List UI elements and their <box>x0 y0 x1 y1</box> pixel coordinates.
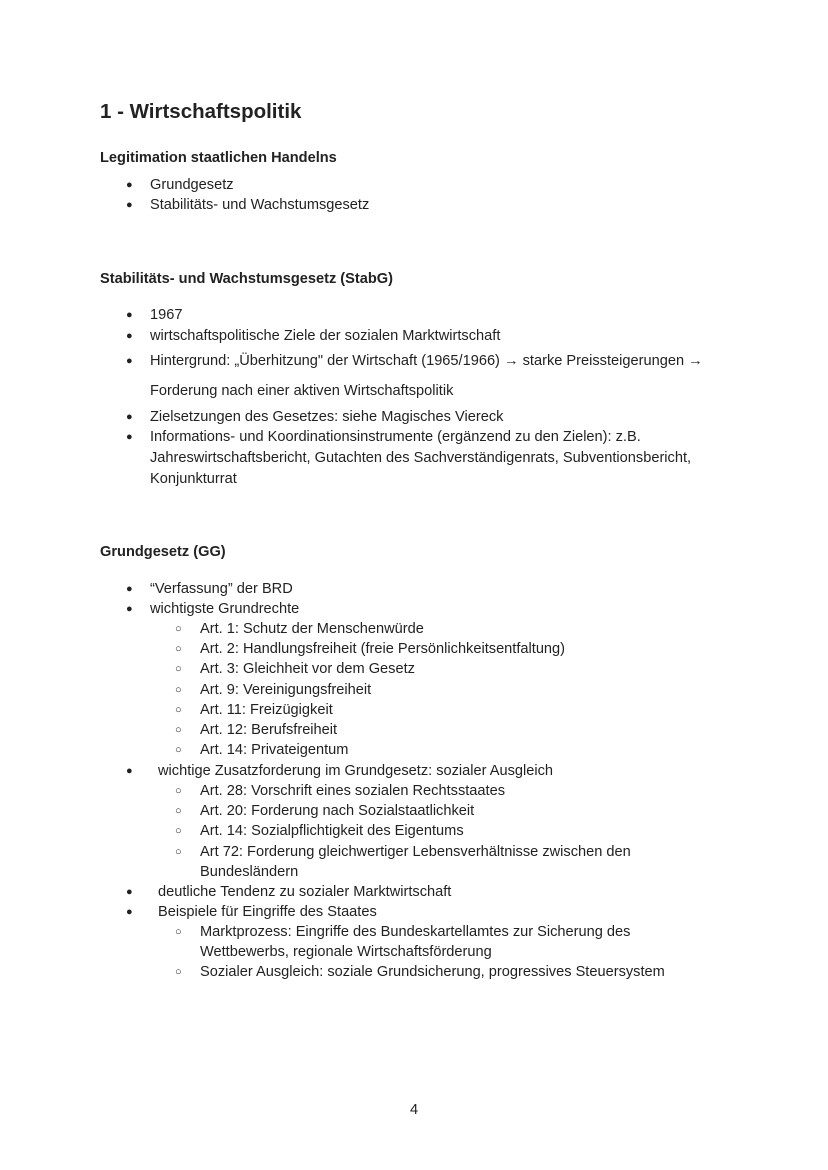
list-item: 1967 <box>150 307 183 323</box>
sub-bullet-icon: ○ <box>175 663 182 675</box>
list-item: Bundesländern <box>200 864 299 880</box>
list-item: Art. 14: Privateigentum <box>200 742 349 758</box>
list-item: wichtige Zusatzforderung im Grundgesetz: sozialer Ausgleich <box>158 763 554 779</box>
list-item: Beispiele für Eingriffe des Staates <box>158 904 377 920</box>
list-item: wirtschaftspolitische Ziele der sozialen Marktwirtschaft <box>150 328 501 344</box>
list-item: Art. 11: Freizügigkeit <box>200 702 333 718</box>
bullet-icon: ● <box>126 906 133 918</box>
sub-bullet-icon: ○ <box>175 744 182 756</box>
bullet-icon: ● <box>126 309 133 321</box>
list-item: wichtigste Grundrechte <box>150 601 300 617</box>
list-item: Wettbewerbs, regionale Wirtschaftsförderung <box>200 944 492 960</box>
bullet-icon: ● <box>126 199 133 211</box>
bullet-icon: ● <box>126 603 133 615</box>
sub-bullet-icon: ○ <box>175 966 182 978</box>
bullet-icon: ● <box>126 355 133 367</box>
list-item: Hintergrund: „Überhitzung" der Wirtschaft (1965/1966) → starke Preissteigerungen → <box>150 353 703 369</box>
section-heading-gg: Grundgesetz (GG) <box>100 544 226 560</box>
sub-bullet-icon: ○ <box>175 704 182 716</box>
bullet-icon: ● <box>126 431 133 443</box>
list-item: Informations- und Koordinationsinstrumente (ergänzend zu den Zielen): z.B. <box>150 429 641 445</box>
bullet-icon: ● <box>126 765 133 777</box>
list-item: deutliche Tendenz zu sozialer Marktwirtschaft <box>158 884 452 900</box>
bullet-icon: ● <box>126 886 133 898</box>
sub-bullet-icon: ○ <box>175 785 182 797</box>
sub-bullet-icon: ○ <box>175 805 182 817</box>
list-item: Konjunkturrat <box>150 471 237 487</box>
list-item: Art. 20: Forderung nach Sozialstaatlichkeit <box>200 803 475 819</box>
bullet-icon: ● <box>126 179 133 191</box>
sub-bullet-icon: ○ <box>175 825 182 837</box>
sub-bullet-icon: ○ <box>175 846 182 858</box>
list-item: Zielsetzungen des Gesetzes: siehe Magisches Viereck <box>150 409 504 425</box>
list-item: Art. 2: Handlungsfreiheit (freie Persönlichkeitsentfaltung) <box>200 641 566 657</box>
list-item: Grundgesetz <box>150 177 234 193</box>
list-item: Art. 28: Vorschrift eines sozialen Rechtsstaates <box>200 783 505 799</box>
list-item: Art. 3: Gleichheit vor dem Gesetz <box>200 661 415 677</box>
bullet-icon: ● <box>126 411 133 423</box>
sub-bullet-icon: ○ <box>175 623 182 635</box>
list-item: “Verfassung” der BRD <box>150 581 293 597</box>
sub-bullet-icon: ○ <box>175 926 182 938</box>
list-item: Art 72: Forderung gleichwertiger Lebensverhältnisse zwischen den <box>200 844 631 860</box>
bullet-icon: ● <box>126 583 133 595</box>
bullet-icon: ● <box>126 330 133 342</box>
list-item: Stabilitäts- und Wachstumsgesetz <box>150 197 370 213</box>
sub-bullet-icon: ○ <box>175 724 182 736</box>
list-item: Sozialer Ausgleich: soziale Grundsicherung, progressives Steuersystem <box>200 964 665 980</box>
list-item: Art. 1: Schutz der Menschenwürde <box>200 621 424 637</box>
page-number: 4 <box>409 1102 419 1118</box>
list-item: Jahreswirtschaftsbericht, Gutachten des Sachverständigenrats, Subventionsbericht, <box>150 450 692 466</box>
list-item: Art. 9: Vereinigungsfreiheit <box>200 682 372 698</box>
list-item: Art. 14: Sozialpflichtigkeit des Eigentums <box>200 823 464 839</box>
page-title: 1 - Wirtschaftspolitik <box>100 100 302 123</box>
sub-bullet-icon: ○ <box>175 643 182 655</box>
list-item: Forderung nach einer aktiven Wirtschaftspolitik <box>150 383 454 399</box>
section-heading-legitimation: Legitimation staatlichen Handelns <box>100 150 337 166</box>
section-heading-stabg: Stabilitäts- und Wachstumsgesetz (StabG) <box>100 271 393 287</box>
list-item: Marktprozess: Eingriffe des Bundeskartellamtes zur Sicherung des <box>200 924 631 940</box>
sub-bullet-icon: ○ <box>175 684 182 696</box>
list-item: Art. 12: Berufsfreiheit <box>200 722 338 738</box>
